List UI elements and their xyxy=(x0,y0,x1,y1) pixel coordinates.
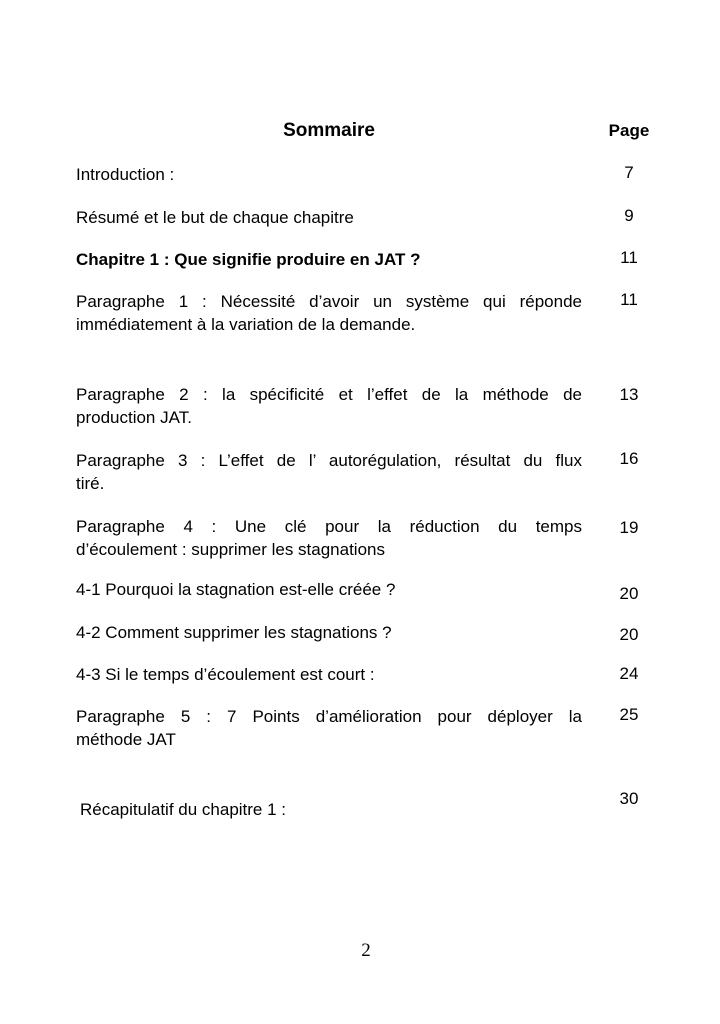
toc-page-number: 7 xyxy=(624,163,634,182)
toc-entry-4-1: 4-1 Pourquoi la stagnation est-elle créée ? xyxy=(76,580,396,599)
page-column-header: Page xyxy=(608,121,650,140)
toc-entry-introduction: Introduction : xyxy=(76,165,175,184)
toc-entry-paragraph-5 xyxy=(76,705,582,751)
toc-entry-4-2: 4-2 Comment supprimer les stagnations ? xyxy=(76,623,392,642)
toc-entry-paragraph-4 xyxy=(76,515,582,561)
toc-entry-paragraph-3 xyxy=(76,449,582,495)
toc-entry-chapter-1: Chapitre 1 : Que signifie produire en JAT ? xyxy=(76,250,421,269)
toc-entry-paragraph-2 xyxy=(76,383,582,429)
toc-page-number: 9 xyxy=(624,206,634,225)
entry-line: immédiatement à la variation de la demande. xyxy=(76,315,416,334)
toc-page-number: 16 xyxy=(619,449,639,468)
entry-line: production JAT. xyxy=(76,408,192,427)
toc-page-number: 20 xyxy=(619,584,639,603)
toc-entry-recap: Récapitulatif du chapitre 1 : xyxy=(80,800,287,819)
toc-page-number: 24 xyxy=(619,664,639,683)
toc-entry-resume: Résumé et le but de chaque chapitre xyxy=(76,208,354,227)
toc-page-number: 11 xyxy=(620,248,638,267)
entry-line: d’écoulement : supprimer les stagnations xyxy=(76,540,385,559)
toc-page-number: 25 xyxy=(619,705,639,724)
entry-line: méthode JAT xyxy=(76,730,176,749)
entry-line: Paragraphe 2 : la spécificité et l’effet de la méthode de xyxy=(76,385,582,404)
toc-page-number: 19 xyxy=(619,518,639,537)
toc-page-number: 20 xyxy=(619,625,639,644)
entry-line: tiré. xyxy=(76,474,105,493)
entry-line: Paragraphe 1 : Nécessité d’avoir un système qui réponde xyxy=(76,292,582,311)
page-number-footer: 2 xyxy=(361,940,371,961)
toc-entry-paragraph-1 xyxy=(76,290,582,336)
page-title: Sommaire xyxy=(283,120,375,141)
toc-page-number: 13 xyxy=(619,385,639,404)
toc-entry-4-3: 4-3 Si le temps d’écoulement est court : xyxy=(76,665,375,684)
toc-page-number: 30 xyxy=(619,789,639,808)
toc-page-number: 11 xyxy=(620,290,638,309)
entry-line: Paragraphe 3 : L’effet de l’ autorégulation, résultat du flux xyxy=(76,451,582,470)
entry-line: Paragraphe 4 : Une clé pour la réduction du temps xyxy=(76,517,582,536)
entry-line: Paragraphe 5 : 7 Points d’amélioration pour déployer la xyxy=(76,707,582,726)
